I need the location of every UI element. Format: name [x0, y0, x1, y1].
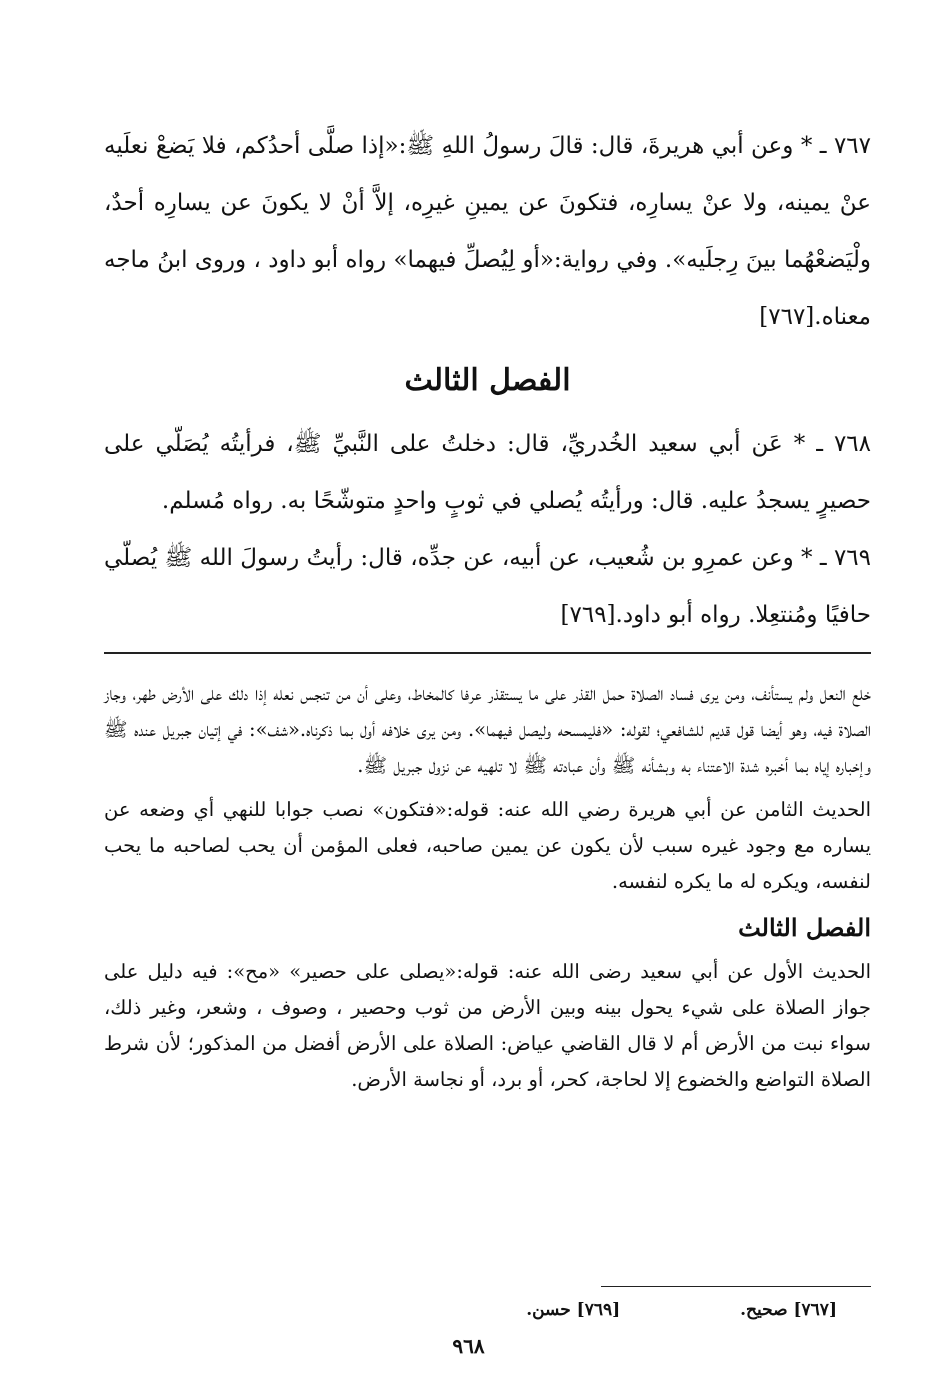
main-text: [104, 118, 871, 644]
commentary-paragraph-3: الحديث الأول عن أبي سعيد رضى الله عنه: قوله:«يصلى على حصير» «مح»: فيه دليل على جواز الصلاة على شيء يحول بينه وبين الأرض من ثوب وحصير ، وصوف ، وشعر، وغير ذلك، سواء نبت من الأرض أم لا قال القاضي عياض: الصلاة على الأرض أفضل من المذكور؛ لأن شرط الصلاة التواضع والخضوع إلا لحاجة، كحر، أو برد، أو نجاسة الأرض.: [104, 960, 871, 1091]
section-title-third-chapter: الفصل الثالث: [404, 363, 571, 398]
footnote-767: [٧٦٧] صحيح.: [740, 1300, 837, 1320]
footnotes: [406, 1296, 837, 1324]
hadith-768: ٧٦٨ ـ * عَن أبي سعيد الخُدريِّ، قال: دخلتُ على النَّبيِّ ﷺ، فرأيتُه يُصَلّي على حصيرٍ يسجدُ عليه. قال: ورأيتُه يُصلي في ثوبٍ واحدٍ متوشّحًا به. رواه مُسلم.: [104, 431, 871, 514]
commentary-divider: [104, 652, 871, 654]
commentary-paragraph-1: خلع النعل ولم يستأنف، ومن يرى فساد الصلاة حمل القذر على ما يستقذر عرفا كالمخاط، وعلى أن من تنجس نعله إذا دلك على الأرض طهر، وجاز الصلاة فيه، وهو أيضا قول قديم للشافعي؛ لقوله: «فليمسحه وليصل فيهما». ومن يرى خلافه أول بما ذكرناه.«شف»: في إتيان جبريل عنده ﷺ وإخباره إياه بما أخبره شدة الاعتناء به وبشأنه ﷺ وأن عبادته ﷺ لا تلهيه عن نزول جبريل ﷺ.: [104, 682, 871, 777]
commentary-paragraph-2: الحديث الثامن عن أبي هريرة رضي الله عنه: قوله:«فتكون» نصب جوابا للنهي أي وضعه عن يساره مع وجود غيره سبب لأن يكون عن يمين صاحبه، فعلى المؤمن أن يحب لصاحبه ما يحب لنفسه، ويكره له ما يكره لنفسه.: [104, 798, 871, 893]
commentary-section-title: الفصل الثالث: [738, 913, 871, 942]
hadith-769: ٧٦٩ ـ * وعن عمرِو بن شُعيب، عن أبيه، عن جدِّه، قال: رأيتُ رسولَ الله ﷺ يُصلّي حافيًا ومُنتعِلا. رواه أبو داود.[٧٦٩]: [104, 545, 871, 628]
page-number: ٩٦٨: [452, 1334, 485, 1358]
footnote-divider: [601, 1286, 871, 1287]
hadith-767: ٧٦٧ ـ * وعن أبي هريرةَ، قال: قالَ رسولُ اللهِ ﷺ:«إذا صلَّى أحدُكم، فلا يَضعْ نعلَيه عنْ يمينه، ولا عنْ يسارِه، فتكونَ عن يمينِ غيرِه، إلاَّ أنْ لا يكونَ عن يسارِه أحدٌ، ولْيَضعْهُما بينَ رِجلَيه». وفي رواية:«أو لِيُصلِّ فيهما» رواه أبو داود ، وروى ابنُ ماجه معناه.[٧٦٧]: [104, 133, 871, 330]
footnote-769: [٧٦٩] حسن.: [526, 1300, 621, 1320]
commentary-text: [104, 676, 871, 1106]
